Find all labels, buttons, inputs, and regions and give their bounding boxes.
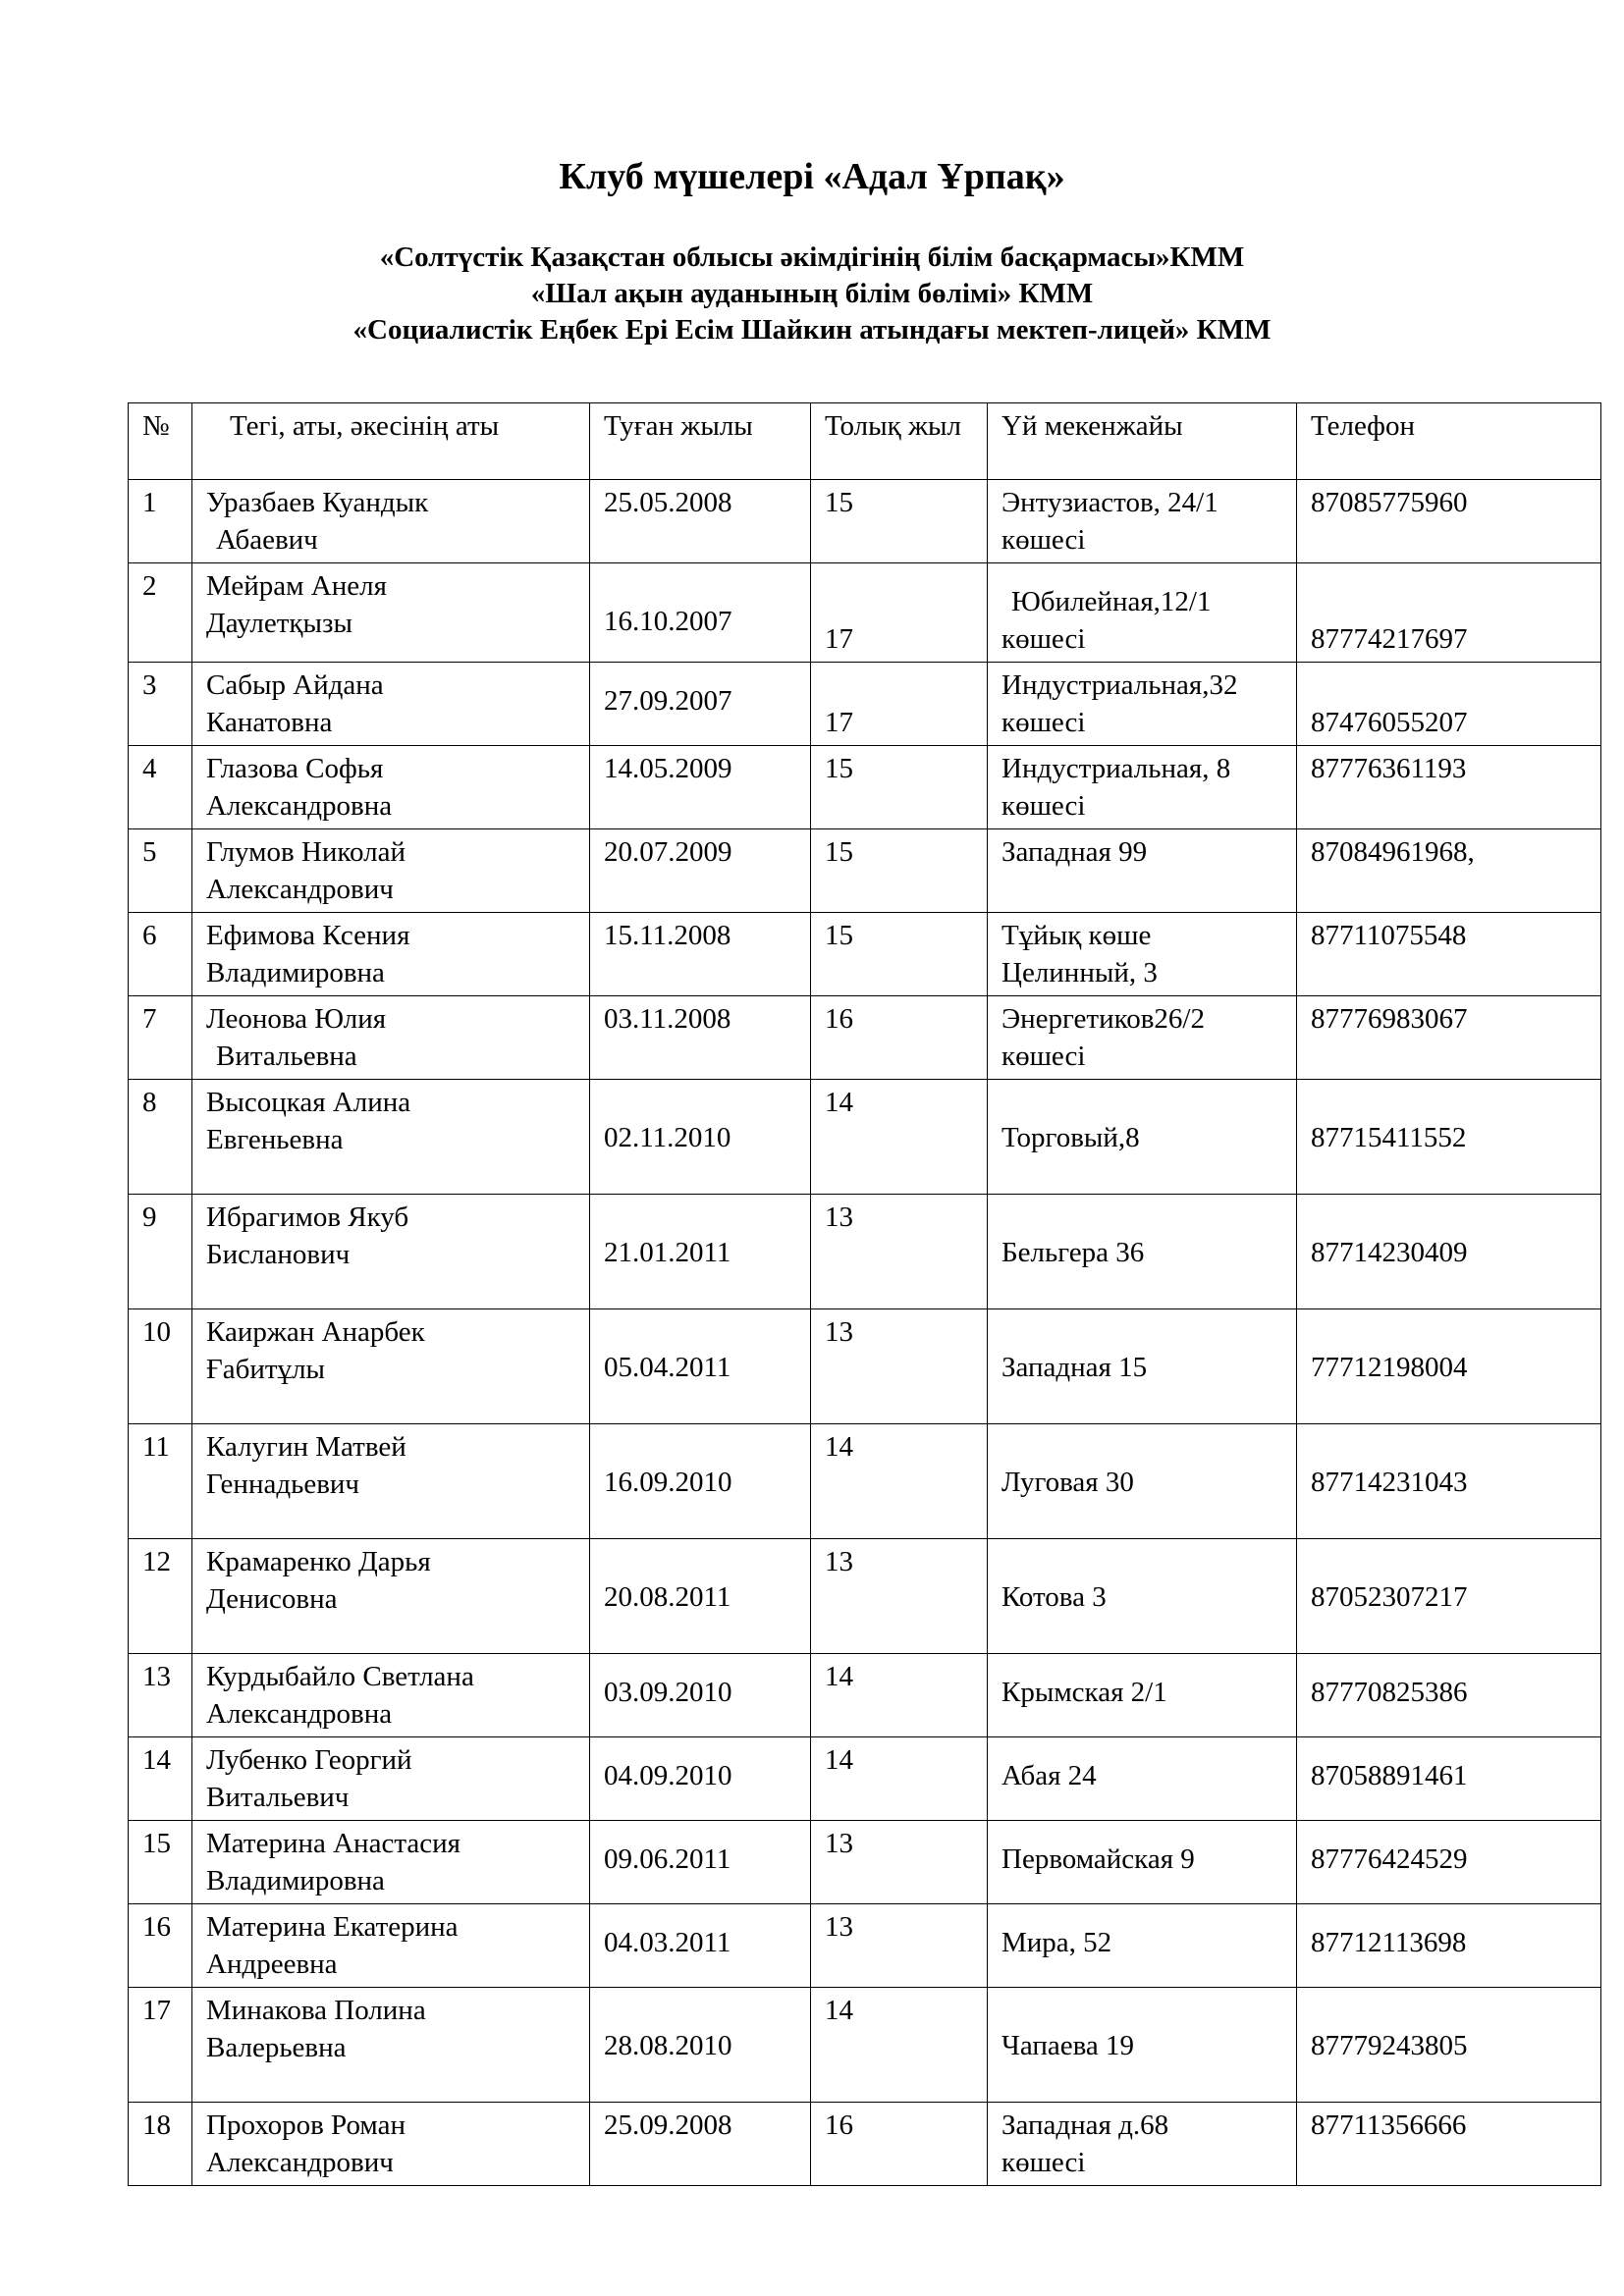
cell-birth-date [590, 1821, 811, 1904]
table-row [129, 2103, 1601, 2186]
cell-full-name [192, 2103, 590, 2186]
table-row [129, 1821, 1601, 1904]
phone-number: 87715411552 [1311, 1122, 1467, 1153]
cell-full-name [192, 1988, 590, 2103]
patronymic: Геннадьевич [206, 1468, 359, 1500]
row-number: 4 [142, 753, 157, 784]
cell-full-name [192, 1904, 590, 1988]
subtitle-line-1: «Солтүстік Қазақстан облысы әкімдігінің білім басқармасы»КММ [379, 241, 1245, 273]
subtitle-line-2: «Шал ақын ауданының білім бөлімі» КММ [530, 278, 1094, 309]
birth-date: 05.04.2011 [604, 1352, 731, 1383]
cell-phone [1297, 1821, 1601, 1904]
cell-address [988, 1821, 1297, 1904]
cell-number [129, 1821, 192, 1904]
birth-date: 04.09.2010 [604, 1760, 732, 1791]
cell-full-name [192, 829, 590, 913]
birth-date: 25.09.2008 [604, 2109, 732, 2141]
table-row [129, 1309, 1601, 1424]
cell-address [988, 1195, 1297, 1309]
cell-address [988, 746, 1297, 829]
phone-number: 87712113698 [1311, 1927, 1467, 1958]
cell-phone [1297, 1309, 1601, 1424]
birth-date: 03.09.2010 [604, 1677, 732, 1708]
cell-full-name [192, 1737, 590, 1821]
cell-phone [1297, 829, 1601, 913]
phone-number: 87714231043 [1311, 1467, 1468, 1498]
surname-name: Каиржан Анарбек [206, 1316, 425, 1348]
age: 16 [825, 1003, 853, 1035]
birth-date: 20.08.2011 [604, 1581, 731, 1613]
cell-phone [1297, 1195, 1601, 1309]
cell-address [988, 663, 1297, 746]
address-line-1: Тұйық көше [1001, 920, 1152, 951]
phone-number: 87052307217 [1311, 1581, 1468, 1613]
cell-age [811, 2103, 988, 2186]
cell-number [129, 2103, 192, 2186]
table-row [129, 563, 1601, 663]
phone-number: 87779243805 [1311, 2030, 1468, 2061]
address-line-1: Западная 99 [1001, 836, 1148, 868]
header-full-name-label: Тегі, аты, әкесінің аты [230, 410, 500, 442]
surname-name: Материна Екатерина [206, 1911, 459, 1943]
row-number: 18 [142, 2109, 171, 2141]
patronymic: Бисланович [206, 1239, 351, 1270]
phone-number: 87058891461 [1311, 1760, 1468, 1791]
patronymic: Александрович [206, 2147, 394, 2178]
age: 14 [825, 1087, 853, 1118]
cell-age [811, 1080, 988, 1195]
row-number: 10 [142, 1316, 171, 1348]
address-line-1: Абая 24 [1001, 1760, 1097, 1791]
table-row [129, 1539, 1601, 1654]
cell-address [988, 1080, 1297, 1195]
patronymic: Владимировна [206, 1865, 385, 1896]
row-number: 6 [142, 920, 157, 951]
cell-age [811, 563, 988, 663]
address-line-2: көшесі [1001, 623, 1086, 655]
header-number: № [129, 403, 192, 480]
address-line-1: Индустриальная, 8 [1001, 753, 1231, 784]
surname-name: Прохоров Роман [206, 2109, 406, 2141]
cell-age [811, 1309, 988, 1424]
cell-address [988, 2103, 1297, 2186]
cell-number [129, 1539, 192, 1654]
address-line-1: Индустриальная,32 [1001, 669, 1238, 701]
cell-birth-date [590, 663, 811, 746]
cell-birth-date [590, 1654, 811, 1737]
address-line-2: көшесі [1001, 790, 1086, 822]
age: 15 [825, 753, 853, 784]
age: 13 [825, 1201, 853, 1233]
cell-address [988, 1424, 1297, 1539]
cell-birth-date [590, 1737, 811, 1821]
cell-phone [1297, 563, 1601, 663]
cell-full-name [192, 1309, 590, 1424]
birth-date: 14.05.2009 [604, 753, 732, 784]
table-row [129, 1737, 1601, 1821]
birth-date: 20.07.2009 [604, 836, 732, 868]
cell-phone [1297, 663, 1601, 746]
patronymic: Валерьевна [206, 2032, 347, 2063]
cell-number [129, 1424, 192, 1539]
birth-date: 25.05.2008 [604, 487, 732, 518]
address-line-1: Торговый,8 [1001, 1122, 1140, 1153]
address-line-1: Первомайская 9 [1001, 1843, 1195, 1875]
birth-date: 15.11.2008 [604, 920, 731, 951]
cell-birth-date [590, 746, 811, 829]
cell-number [129, 1080, 192, 1195]
row-number: 16 [142, 1911, 171, 1943]
cell-phone [1297, 1737, 1601, 1821]
birth-date: 16.10.2007 [604, 606, 732, 637]
cell-number [129, 996, 192, 1080]
phone-number: 87774217697 [1311, 623, 1468, 655]
age: 13 [825, 1546, 853, 1577]
age: 14 [825, 1661, 853, 1692]
age: 15 [825, 920, 853, 951]
patronymic: Денисовна [206, 1583, 338, 1615]
patronymic: Александрович [206, 874, 394, 905]
cell-number [129, 663, 192, 746]
cell-phone [1297, 480, 1601, 563]
cell-full-name [192, 480, 590, 563]
surname-name: Крамаренко Дарья [206, 1546, 431, 1577]
cell-age [811, 1424, 988, 1539]
cell-number [129, 1309, 192, 1424]
row-number: 8 [142, 1087, 157, 1118]
cell-age [811, 480, 988, 563]
patronymic: Евгеньевна [206, 1124, 344, 1155]
address-line-2: көшесі [1001, 524, 1086, 556]
cell-birth-date [590, 913, 811, 996]
cell-full-name [192, 1539, 590, 1654]
cell-number [129, 1904, 192, 1988]
age: 14 [825, 1744, 853, 1776]
address-line-1: Энтузиастов, 24/1 [1001, 487, 1218, 518]
surname-name: Курдыбайло Светлана [206, 1661, 474, 1692]
cell-birth-date [590, 563, 811, 663]
row-number: 2 [142, 570, 157, 602]
row-number: 13 [142, 1661, 171, 1692]
cell-phone [1297, 1654, 1601, 1737]
cell-address [988, 1309, 1297, 1424]
birth-date: 21.01.2011 [604, 1237, 731, 1268]
phone-number: 87714230409 [1311, 1237, 1468, 1268]
phone-number: 87770825386 [1311, 1677, 1468, 1708]
cell-age [811, 829, 988, 913]
cell-number [129, 829, 192, 913]
cell-phone [1297, 1539, 1601, 1654]
row-number: 14 [142, 1744, 171, 1776]
table-row [129, 1654, 1601, 1737]
cell-number [129, 913, 192, 996]
cell-phone [1297, 913, 1601, 996]
address-line-1: Крымская 2/1 [1001, 1677, 1167, 1708]
header-phone: Телефон [1297, 403, 1601, 480]
surname-name: Калугин Матвей [206, 1431, 406, 1463]
phone-number: 87711075548 [1311, 920, 1467, 951]
surname-name: Минакова Полина [206, 1995, 426, 2026]
birth-date: 03.11.2008 [604, 1003, 731, 1035]
cell-number [129, 1988, 192, 2103]
cell-age [811, 1539, 988, 1654]
birth-date: 04.03.2011 [604, 1927, 731, 1958]
surname-name: Глумов Николай [206, 836, 406, 868]
row-number: 9 [142, 1201, 157, 1233]
cell-address [988, 563, 1297, 663]
cell-address [988, 480, 1297, 563]
cell-number [129, 1654, 192, 1737]
patronymic: Витальевна [216, 1041, 357, 1072]
cell-birth-date [590, 1539, 811, 1654]
row-number: 11 [142, 1431, 170, 1463]
cell-phone [1297, 2103, 1601, 2186]
address-line-2: Целинный, 3 [1001, 957, 1158, 988]
table-row [129, 913, 1601, 996]
cell-birth-date [590, 996, 811, 1080]
patronymic: Андреевна [206, 1949, 338, 1980]
surname-name: Глазова Софья [206, 753, 384, 784]
table-row [129, 1195, 1601, 1309]
header-address: Үй мекенжайы [988, 403, 1297, 480]
address-line-1: Мира, 52 [1001, 1927, 1112, 1958]
surname-name: Ибрагимов Якуб [206, 1201, 409, 1233]
surname-name: Мейрам Анеля [206, 570, 387, 602]
cell-age [811, 1988, 988, 2103]
birth-date: 27.09.2007 [604, 685, 732, 717]
cell-phone [1297, 996, 1601, 1080]
cell-full-name [192, 746, 590, 829]
table-row [129, 1988, 1601, 2103]
cell-phone [1297, 746, 1601, 829]
header-full-name [192, 403, 590, 480]
cell-address [988, 913, 1297, 996]
cell-full-name [192, 913, 590, 996]
address-line-2: көшесі [1001, 707, 1086, 738]
phone-number: 87476055207 [1311, 707, 1468, 738]
surname-name: Сабыр Айдана [206, 669, 384, 701]
row-number: 1 [142, 487, 157, 518]
phone-number: 87776361193 [1311, 753, 1467, 784]
row-number: 3 [142, 669, 157, 701]
table-row [129, 1424, 1601, 1539]
table-row [129, 480, 1601, 563]
address-line-1: Энергетиков26/2 [1001, 1003, 1205, 1035]
address-line-1: Западная д.68 [1001, 2109, 1169, 2141]
cell-birth-date [590, 1195, 811, 1309]
cell-birth-date [590, 829, 811, 913]
surname-name: Уразбаев Куандык [206, 487, 429, 518]
table-row [129, 746, 1601, 829]
age: 17 [825, 623, 853, 655]
cell-birth-date [590, 1424, 811, 1539]
cell-number [129, 480, 192, 563]
patronymic: Александровна [206, 1698, 393, 1730]
cell-full-name [192, 1821, 590, 1904]
cell-birth-date [590, 2103, 811, 2186]
birth-date: 02.11.2010 [604, 1122, 731, 1153]
cell-birth-date [590, 1080, 811, 1195]
table-row [129, 829, 1601, 913]
header-age: Толық жыл [811, 403, 988, 480]
cell-age [811, 1195, 988, 1309]
row-number: 7 [142, 1003, 157, 1035]
phone-number: 87776983067 [1311, 1003, 1468, 1035]
birth-date: 16.09.2010 [604, 1467, 732, 1498]
age: 13 [825, 1316, 853, 1348]
address-line-1: Юбилейная,12/1 [1011, 586, 1212, 617]
row-number: 5 [142, 836, 157, 868]
table-row [129, 1904, 1601, 1988]
cell-address [988, 1988, 1297, 2103]
document-title: Клуб мүшелері «Адал Ұрпақ» [559, 156, 1065, 197]
age: 13 [825, 1828, 853, 1859]
cell-phone [1297, 1988, 1601, 2103]
patronymic: Витальевич [206, 1782, 350, 1813]
cell-address [988, 996, 1297, 1080]
surname-name: Материна Анастасия [206, 1828, 460, 1859]
patronymic: Абаевич [216, 524, 318, 556]
cell-age [811, 996, 988, 1080]
cell-full-name [192, 1195, 590, 1309]
cell-age [811, 1904, 988, 1988]
age: 17 [825, 707, 853, 738]
cell-phone [1297, 1424, 1601, 1539]
patronymic: Александровна [206, 790, 393, 822]
cell-age [811, 913, 988, 996]
surname-name: Высоцкая Алина [206, 1087, 411, 1118]
birth-date: 28.08.2010 [604, 2030, 732, 2061]
cell-phone [1297, 1904, 1601, 1988]
address-line-1: Луговая 30 [1001, 1467, 1134, 1498]
row-number: 17 [142, 1995, 171, 2026]
cell-number [129, 563, 192, 663]
members-table [128, 402, 1601, 2186]
cell-number [129, 1737, 192, 1821]
surname-name: Лубенко Георгий [206, 1744, 412, 1776]
age: 15 [825, 487, 853, 518]
phone-number: 77712198004 [1311, 1352, 1468, 1383]
cell-full-name [192, 1424, 590, 1539]
patronymic: Ғабитұлы [206, 1354, 326, 1385]
table-row [129, 1080, 1601, 1195]
cell-full-name [192, 563, 590, 663]
cell-birth-date [590, 480, 811, 563]
cell-address [988, 1654, 1297, 1737]
phone-number: 87776424529 [1311, 1843, 1468, 1875]
row-number: 15 [142, 1828, 171, 1859]
address-line-1: Бельгера 36 [1001, 1237, 1145, 1268]
cell-birth-date [590, 1904, 811, 1988]
subtitle-line-3: «Социалистік Еңбек Ері Есім Шайкин атындағы мектеп-лицей» КММ [352, 314, 1272, 346]
surname-name: Ефимова Ксения [206, 920, 410, 951]
cell-age [811, 1821, 988, 1904]
birth-date: 09.06.2011 [604, 1843, 731, 1875]
age: 16 [825, 2109, 853, 2141]
cell-birth-date [590, 1309, 811, 1424]
cell-birth-date [590, 1988, 811, 2103]
surname-name: Леонова Юлия [206, 1003, 387, 1035]
cell-age [811, 1654, 988, 1737]
patronymic: Владимировна [206, 957, 385, 988]
cell-full-name [192, 1654, 590, 1737]
cell-age [811, 663, 988, 746]
cell-number [129, 1195, 192, 1309]
cell-address [988, 1539, 1297, 1654]
cell-address [988, 829, 1297, 913]
phone-number: 87085775960 [1311, 487, 1468, 518]
cell-address [988, 1904, 1297, 1988]
address-line-1: Западная 15 [1001, 1352, 1148, 1383]
cell-phone [1297, 1080, 1601, 1195]
cell-full-name [192, 663, 590, 746]
address-line-2: көшесі [1001, 1041, 1086, 1072]
cell-full-name [192, 996, 590, 1080]
age: 15 [825, 836, 853, 868]
age: 14 [825, 1431, 853, 1463]
age: 13 [825, 1911, 853, 1943]
table-row [129, 663, 1601, 746]
cell-address [988, 1737, 1297, 1821]
phone-number: 87711356666 [1311, 2109, 1467, 2141]
cell-number [129, 746, 192, 829]
table-header-row [129, 403, 1601, 480]
address-line-1: Котова 3 [1001, 1581, 1107, 1613]
row-number: 12 [142, 1546, 171, 1577]
cell-age [811, 746, 988, 829]
cell-full-name [192, 1080, 590, 1195]
header-birth-date: Туған жылы [590, 403, 811, 480]
phone-number: 87084961968, [1311, 836, 1475, 868]
patronymic: Канатовна [206, 707, 333, 738]
age: 14 [825, 1995, 853, 2026]
address-line-1: Чапаева 19 [1001, 2030, 1135, 2061]
table-row [129, 996, 1601, 1080]
patronymic: Даулетқызы [206, 608, 352, 639]
cell-age [811, 1737, 988, 1821]
address-line-2: көшесі [1001, 2147, 1086, 2178]
